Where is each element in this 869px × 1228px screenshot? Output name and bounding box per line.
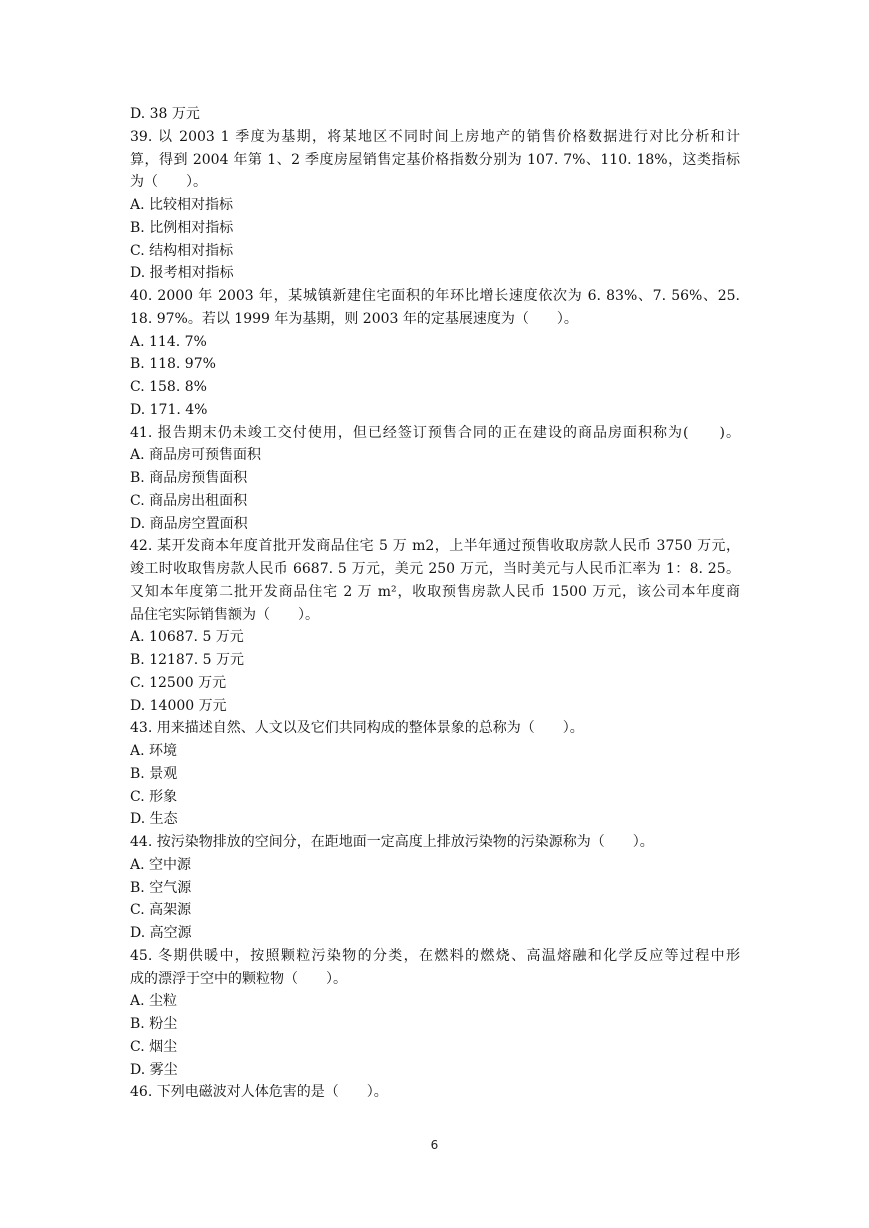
option-b-q39: B. 比例相对指标 [130, 219, 234, 236]
question-39-line-1: 39. 以 2003 1 季度为基期，将某地区不同时间上房地产的销售价格数据进行对比分析和计 [130, 128, 740, 145]
option-b-q44: B. 空气源 [130, 879, 192, 896]
option-a-q39: A. 比较相对指标 [130, 197, 234, 213]
question-44-line-1: 44. 按污染物排放的空间分，在距地面一定高度上排放污染物的污染源称为（ ）。 [130, 834, 654, 850]
option-d-q39: D. 报考相对指标 [130, 265, 234, 282]
question-40-line-2: 18. 97%。若以 1999 年为基期，则 2003 年的定基展速度为（ ）。 [130, 310, 578, 327]
option-c-q45: C. 烟尘 [130, 1038, 178, 1055]
option-b-q45: B. 粉尘 [130, 1016, 178, 1032]
question-46-line-1: 46. 下列电磁波对人体危害的是（ ）。 [130, 1084, 388, 1101]
page-number: 6 [430, 1138, 439, 1152]
option-a-q43: A. 环境 [130, 743, 178, 759]
option-a-q40: A. 114. 7% [130, 333, 207, 350]
option-b-q42: B. 12187. 5 万元 [130, 652, 244, 668]
option-c-q40: C. 158. 8% [130, 379, 207, 395]
question-40-line-1: 40. 2000 年 2003 年，某城镇新建住宅面积的年环比增长速度依次为 6. 83%、7. 56%、25. [130, 288, 740, 304]
question-39-line-2: 算，得到 2004 年第 1、2 季度房屋销售定基价格指数分别为 107. 7%、110. 18%，这类指标 [130, 151, 740, 168]
option-d-q44: D. 高空源 [130, 925, 192, 941]
option-b-q43: B. 景观 [130, 765, 178, 782]
option-c-q39: C. 结构相对指标 [130, 242, 234, 259]
option-c-q43: C. 形象 [130, 788, 178, 805]
option-d-q42: D. 14000 万元 [130, 697, 227, 714]
question-42-line-3: 又知本年度第二批开发商品住宅 2 万 m²，收取预售房款人民币 1500 万元，该公司本年度商 [130, 583, 740, 600]
question-45-line-1: 45. 冬期供暖中，按照颗粒污染物的分类，在燃料的燃烧、高温熔融和化学反应等过程中形 [130, 947, 740, 964]
option-c-q41: C. 商品房出租面积 [130, 492, 248, 509]
option-d-q43: D. 生态 [130, 811, 178, 828]
option-b-q40: B. 118. 97% [130, 356, 216, 373]
question-41-line-1: 41. 报告期末仍未竣工交付使用，但已经签订预售合同的正在建设的商品房面积称为( )。 [130, 424, 740, 441]
option-a-q44: A. 空中源 [130, 856, 192, 873]
option-d-q45: D. 雾尘 [130, 1061, 178, 1078]
option-b-q41: B. 商品房预售面积 [130, 470, 248, 486]
question-42-line-1: 42. 某开发商本年度首批开发商品住宅 5 万 m2，上半年通过预售收取房款人民币 3750 万元， [130, 538, 740, 555]
question-43-line-1: 43. 用来描述自然、人文以及它们共同构成的整体景象的总称为（ ）。 [130, 720, 584, 737]
question-42-line-2: 竣工时收取售房款人民币 6687. 5 万元，美元 250 万元，当时美元与人民币汇率为 1：8. 25。 [130, 561, 740, 577]
question-39-line-3: 为（ ）。 [130, 174, 207, 191]
option-c-q44: C. 高架源 [130, 902, 192, 919]
option-c-q42: C. 12500 万元 [130, 674, 227, 691]
option-a-q41: A. 商品房可预售面积 [130, 447, 262, 464]
page-content [130, 103, 740, 1104]
option-d-q38: D. 38 万元 [130, 106, 200, 122]
option-d-q40: D. 171. 4% [130, 401, 208, 418]
question-45-line-2: 成的漂浮于空中的颗粒物（ ）。 [130, 970, 347, 987]
option-a-q45: A. 尘粒 [130, 993, 178, 1010]
option-d-q41: D. 商品房空置面积 [130, 515, 248, 532]
question-42-line-4: 品住宅实际销售额为（ ）。 [130, 606, 319, 623]
option-a-q42: A. 10687. 5 万元 [130, 629, 244, 646]
